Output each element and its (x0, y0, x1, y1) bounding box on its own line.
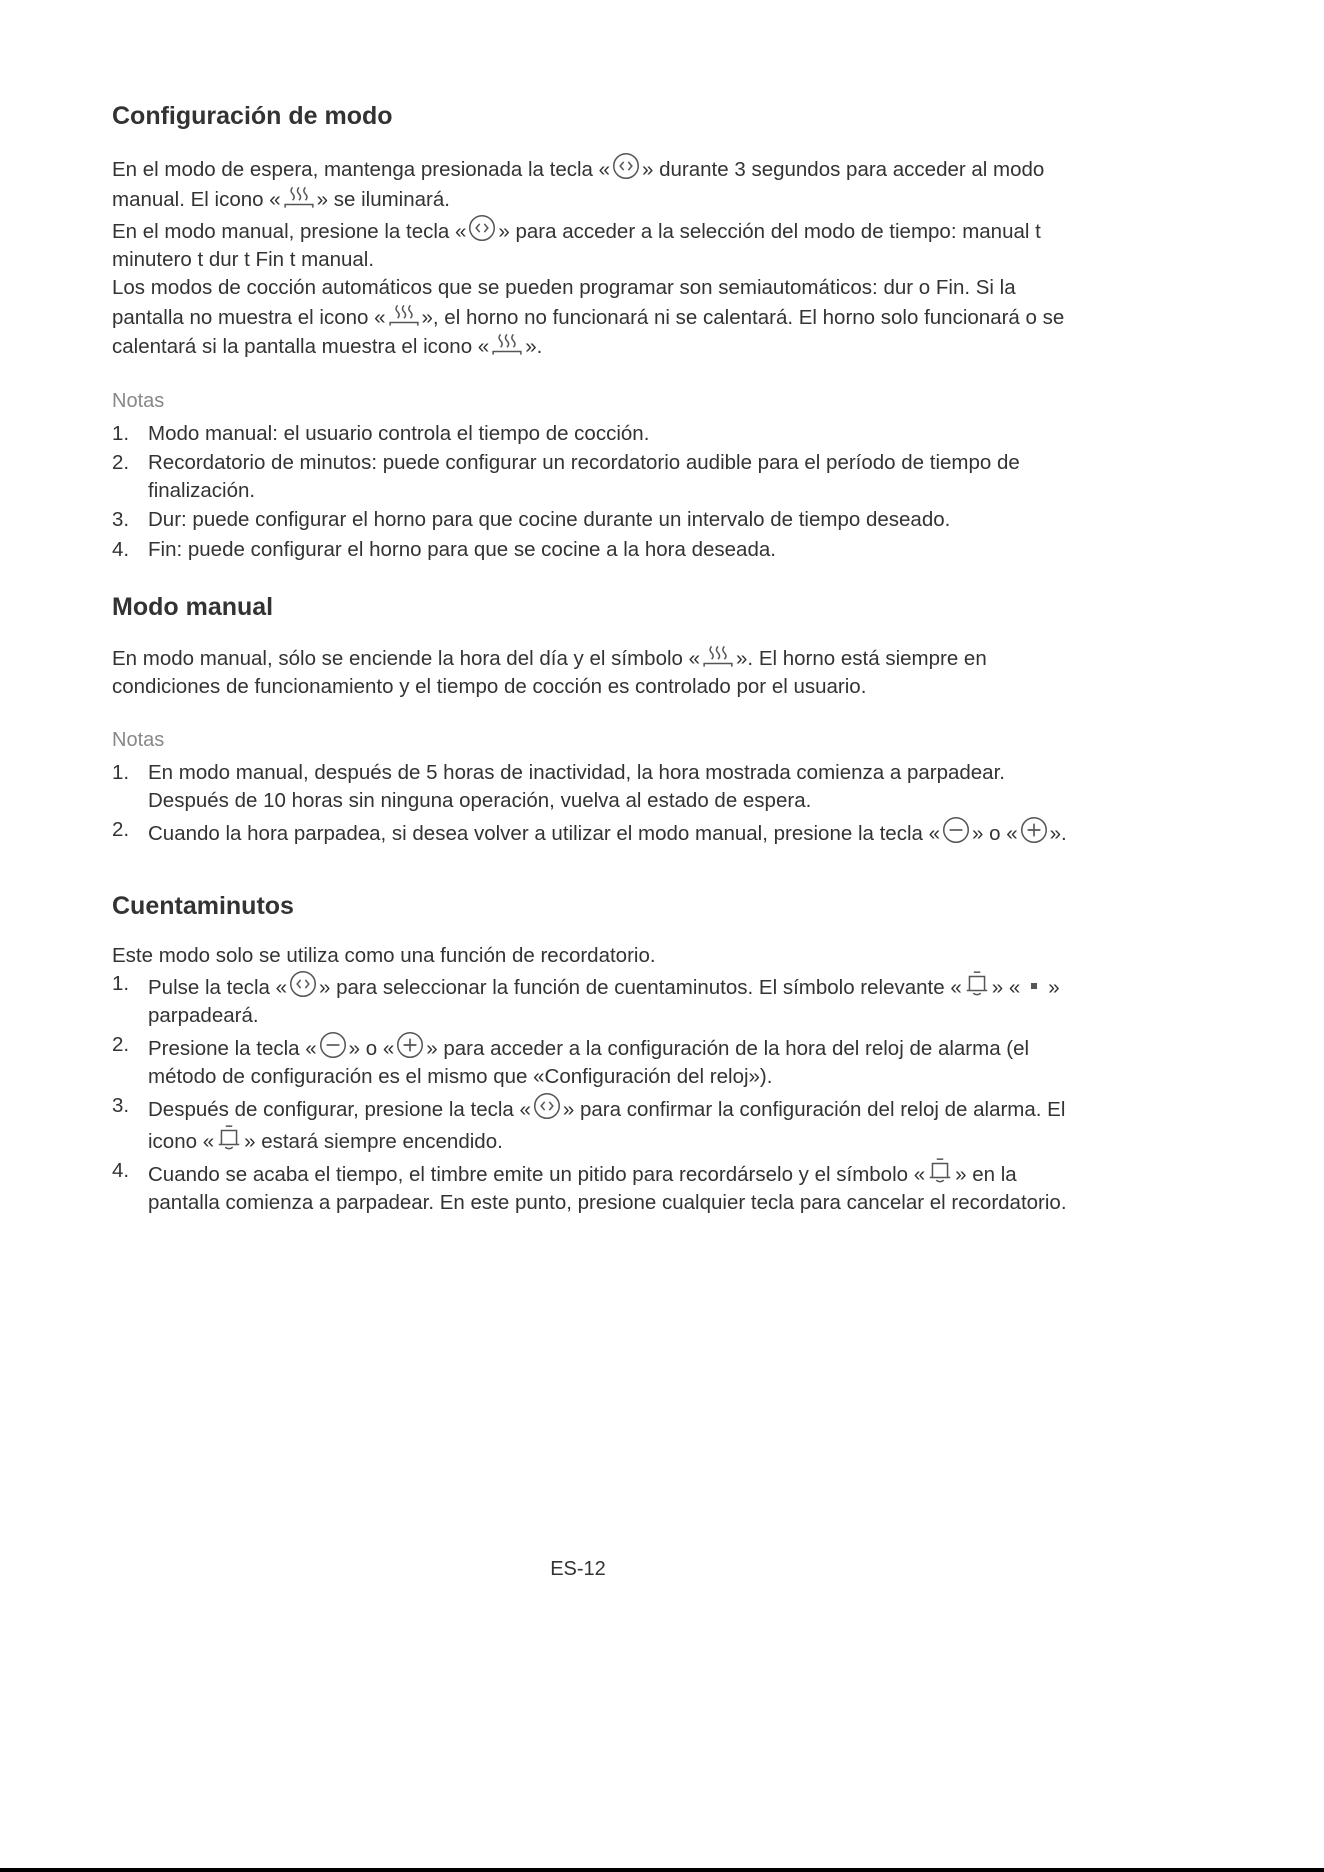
plus-key-icon (396, 1031, 424, 1059)
mode-key-icon (612, 152, 640, 180)
section-title-timer: Cuentaminutos (112, 891, 294, 920)
mode-config-paragraph-3: Los modos de cocción automáticos que se pueden programar son semiautomáticos: dur o Fin. Si la pantalla no muestra el icono « », el horno no funcionará ni se calentará. El horno solo funcionará o se calentará si la pantalla muestra el icono « ». (112, 276, 1065, 358)
list-item: 4. Cuando se acaba el tiempo, el timbre emite un pitido para recordárselo y el símbolo « » en la pantalla comienza a parpadear. En este punto, presione cualquier tecla para cancelar el recordatorio. (112, 1159, 1067, 1214)
manual-mode-notes-list (112, 759, 1072, 848)
mode-config-notes-list (112, 420, 1072, 564)
dot-icon (1022, 974, 1046, 998)
minus-key-icon (942, 816, 970, 844)
bell-icon (927, 1157, 953, 1185)
list-item: 3. Dur: puede configurar el horno para que cocine durante un intervalo de tiempo deseado. (112, 508, 951, 531)
timer-steps-list (112, 970, 1072, 1216)
mode-key-icon (468, 214, 496, 242)
heat-icon (491, 331, 523, 357)
list-item: 2. Recordatorio de minutos: puede configurar un recordatorio audible para el período de tiempo de finalización. (112, 451, 1020, 502)
page-number: ES-12 (550, 1558, 606, 1580)
list-item: 4. Fin: puede configurar el horno para que se cocine a la hora deseada. (112, 537, 776, 561)
bell-icon (964, 970, 990, 998)
notes-label: Notas (112, 389, 165, 412)
mode-config-paragraph-2: En el modo manual, presione la tecla « » para acceder a la selección del modo de tiempo: manual t minutero t dur t Fin t manual. (112, 214, 1072, 273)
mode-key-icon (533, 1092, 561, 1120)
list-item: 1. En modo manual, después de 5 horas de inactividad, la hora mostrada comienza a parpadear. Después de 10 horas sin ninguna operación, vuelva al estado de espera. (112, 761, 1005, 812)
list-item: 2. Presione la tecla « » o « » para acceder a la configuración de la hora del reloj de alarma (el método de configuración es el mismo que «Configuración del reloj»). (112, 1033, 1030, 1088)
bell-icon (216, 1124, 242, 1152)
manual-mode-paragraph: En modo manual, sólo se enciende la hora del día y el símbolo « ». El horno está siempre en condiciones de funcionamiento y el tiempo de cocción es controlado por el usuario. (112, 643, 1072, 700)
heat-icon (283, 184, 315, 210)
timer-intro: Este modo solo se utiliza como una función de recordatorio. (112, 943, 656, 967)
heat-icon (702, 643, 734, 669)
section-title-manual-mode: Modo manual (112, 593, 274, 621)
plus-key-icon (1020, 816, 1048, 844)
manual-page (112, 100, 1072, 1218)
list-item: 3. Después de configurar, presione la tecla « » para confirmar la configuración del reloj de alarma. El icono « » estará siempre encendido. (112, 1094, 1066, 1153)
list-item: 1. Modo manual: el usuario controla el tiempo de cocción. (112, 421, 650, 445)
notes-label: Notas (112, 729, 165, 751)
section-title-mode-config: Configuración de modo (112, 102, 393, 130)
bottom-border (0, 1868, 1324, 1872)
mode-config-paragraph-1: En el modo de espera, mantenga presionada la tecla « » durante 3 segundos para acceder al modo manual. El icono « » se iluminará. (112, 152, 1072, 213)
mode-key-icon (289, 970, 317, 998)
list-item: 1. Pulse la tecla « » para seleccionar la función de cuentaminutos. El símbolo relevante « » « » parpadeará. (112, 972, 1060, 1027)
list-item: 2. Cuando la hora parpadea, si desea volver a utilizar el modo manual, presione la tecla « » o « ». (112, 818, 1067, 845)
heat-icon (388, 302, 420, 328)
minus-key-icon (319, 1031, 347, 1059)
